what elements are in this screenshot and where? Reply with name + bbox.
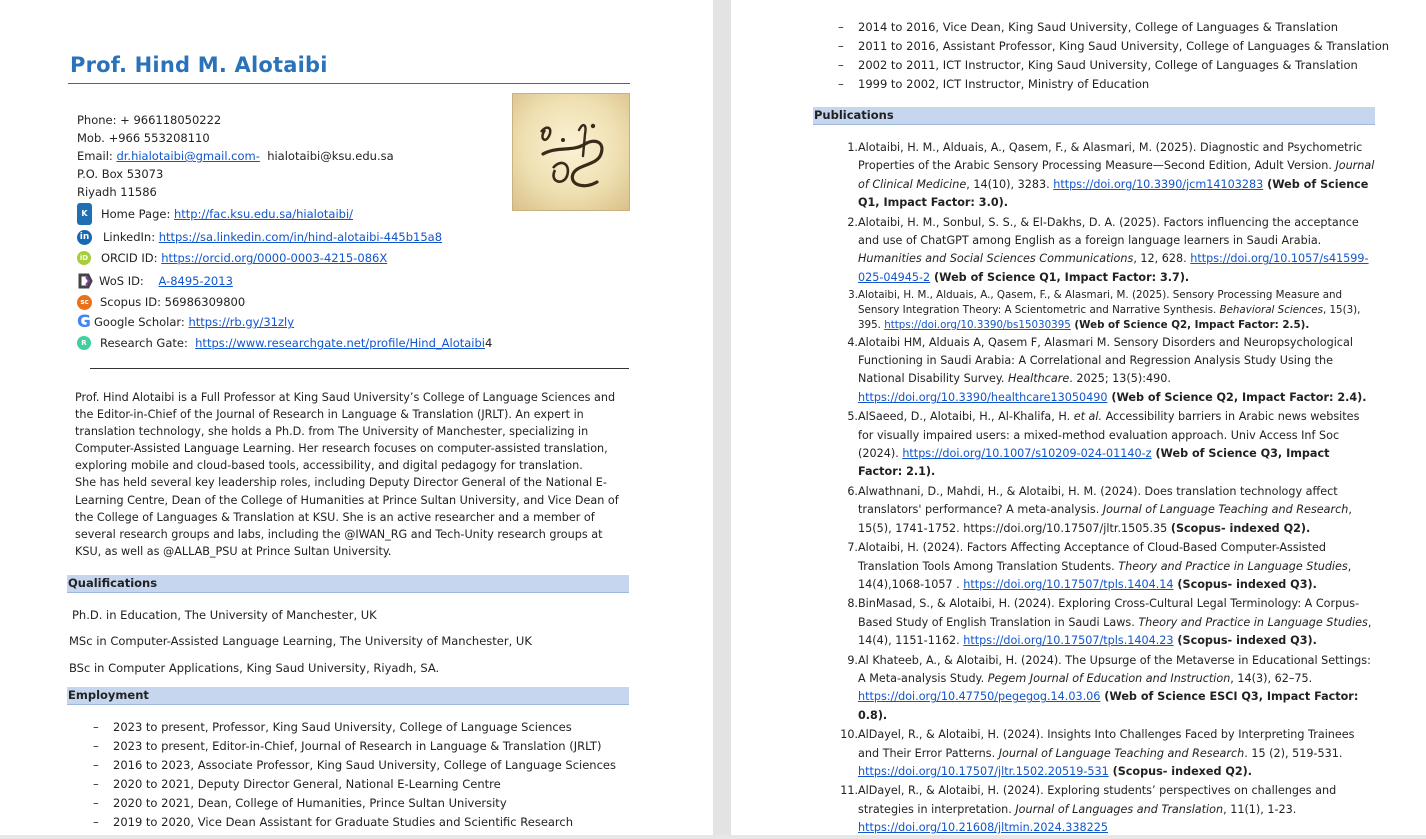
publication-authors-title: Alotaibi, H. M., Alduais, A., Qasem, F., & Alasmari, M. (2025). Diagnostic and Psychometric Properties of the Arabic Sensory Processing Measure—Second Edition, Adult Version. <box>858 141 1363 173</box>
publication-number: 10. <box>840 728 858 742</box>
publication-journal: Humanities and Social Sciences Communications <box>858 252 1134 266</box>
profile-linkedin <box>77 228 442 246</box>
scopus-icon: sc <box>77 295 92 310</box>
email-line <box>77 147 394 165</box>
publication-details: , 15(3), 395. <box>858 304 1361 331</box>
publication-number: 4. <box>847 335 858 349</box>
publication-index: (Web of Science Q3, Impact Factor: 2.1). <box>858 447 1330 479</box>
publication-authors-title: AlDayel, R., & Alotaibi, H. (2024). Insights Into Challenges Faced by Interpreting Trainees and Their Error Patterns. <box>858 728 1355 760</box>
bio-paragraph-1: Prof. Hind Alotaibi is a Full Professor at King Saud University’s College of Language Sciences and the Editor-in-Chief of the Journal of Research in Language & Translation (JRLT). An expert in translation technology, she holds a Ph.D. from The University of Manchester, specializing in Computer-Assisted Language Learning. Her research focuses on computer-assisted translation, exploring mobile and cloud-based tools, accessibility, and digital pedagogy for translation. <box>75 391 616 473</box>
publication-authors-title: BinMasad, S., & Alotaibi, H. (2024). Exploring Cross-Cultural Legal Terminology: A Corpus-Based Study of English Translation in Saudi Laws. <box>858 597 1360 629</box>
profile-home-label: Home Page: <box>101 207 174 221</box>
publication-number: 1. <box>847 141 858 154</box>
publication-number: 7. <box>847 541 858 555</box>
publication-number: 2. <box>847 215 858 229</box>
pobox-text: P.O. Box 53073 <box>77 167 164 181</box>
publication-journal: Journal of Language Teaching and Research <box>1102 503 1349 517</box>
qualification-item: BSc in Computer Applications, King Saud University, Riyadh, SA. <box>69 661 440 675</box>
publication-index: (Web of Science Q1, Impact Factor: 3.0). <box>858 177 1369 210</box>
google-scholar-icon: G <box>77 312 91 332</box>
list-item: – 1999 to 2002, ICT Instructor, Ministry of Education <box>838 77 1150 91</box>
publication-doi-link[interactable]: https://doi.org/10.17507/jltr.1502.20519-531 <box>858 764 1109 778</box>
ksu-logo-icon: K <box>77 203 92 225</box>
profile-orcid-label: ORCID ID: <box>101 251 162 265</box>
publication-item <box>836 726 1376 781</box>
publication-authors-title: Alotaibi, H. M., Sonbul, S. S., & El-Dakhs, D. A. (2025). Factors influencing the acceptance and use of ChatGPT among English as a foreign language learners in Saudi Arabia. <box>858 215 1359 248</box>
publication-journal: et al. <box>1073 410 1103 424</box>
publication-number: 9. <box>847 653 858 667</box>
scholar-link[interactable]: https://rb.gy/31zly <box>188 315 295 329</box>
publication-item <box>836 539 1376 594</box>
divider <box>90 368 629 369</box>
publications-header: Publications <box>813 107 1375 125</box>
page-gutter <box>713 0 731 835</box>
signature-calligraphy-icon <box>513 94 629 210</box>
list-item: – 2020 to 2021, Deputy Director General, National E-Learning Centre <box>93 777 501 791</box>
publication-doi-link[interactable]: https://doi.org/10.47750/pegegog.14.03.06 <box>858 690 1101 704</box>
list-item: – 2011 to 2016, Assistant Professor, King Saud University, College of Languages & Translation <box>838 39 1390 53</box>
publication-item <box>836 782 1376 837</box>
publication-authors-title: AlDayel, R., & Alotaibi, H. (2024). Exploring students’ perspectives on challenges and strategies in interpretation. <box>858 784 1337 816</box>
list-item: – 2002 to 2011, ICT Instructor, King Saud University, College of Languages & Translation <box>838 58 1358 72</box>
publication-item <box>836 595 1376 650</box>
qualifications-header: Qualifications <box>67 575 629 593</box>
publication-doi-link[interactable]: https://doi.org/10.3390/bs15030395 <box>884 318 1071 331</box>
city-text: Riyadh 11586 <box>77 185 157 199</box>
wos-icon <box>77 273 93 289</box>
profile-scholar-label: Google Scholar: <box>94 315 189 329</box>
orcid-link[interactable]: https://orcid.org/0000-0003-4215-086X <box>161 251 388 265</box>
linkedin-icon: in <box>77 230 92 245</box>
publication-doi-link[interactable]: https://doi.org/10.17507/tpls.1404.23 <box>963 634 1174 648</box>
profile-scopus-label: Scopus ID: 56986309800 <box>100 295 246 309</box>
orcid-icon: iD <box>77 251 91 265</box>
email-alt: hialotaibi@ksu.edu.sa <box>259 149 394 163</box>
publication-journal: Journal of Languages and Translation <box>1015 802 1224 816</box>
publication-details: . 15 (2), 519-531. <box>1244 746 1343 760</box>
publication-index: (Web of Science Q2, Impact Factor: 2.5). <box>1070 318 1310 331</box>
page-left <box>0 0 713 835</box>
bio <box>75 389 631 560</box>
publication-number: 8. <box>847 597 858 611</box>
publication-number: 5. <box>847 410 858 424</box>
profile-orcid <box>77 249 387 267</box>
publication-item <box>836 214 1376 288</box>
publication-index: (Web of Science Q2, Impact Factor: 2.4). <box>1107 390 1367 404</box>
publication-item <box>836 288 1376 332</box>
employment-header: Employment <box>67 687 629 705</box>
publication-item <box>836 408 1376 482</box>
list-item: – 2019 to 2020, Vice Dean Assistant for Graduate Studies and Scientific Research <box>93 815 574 829</box>
publication-authors-title: Al Khateeb, A., & Alotaibi, H. (2024). The Upsurge of the Metaverse in Educational Settings: A Meta-analysis Study. <box>858 653 1371 685</box>
profile-scopus <box>77 293 245 311</box>
publication-details: , 14(4), 1151-1162. <box>858 615 1372 648</box>
publication-doi-link[interactable]: https://doi.org/10.17507/tpls.1404.14 <box>963 577 1174 591</box>
publication-authors-title: Alwathnani, D., Mahdi, H., & Alotaibi, H. M. (2024). Does translation technology affect translators' performance? A meta-analysis. <box>858 484 1338 517</box>
page-title: Prof. Hind M. Alotaibi <box>70 53 328 77</box>
mobile-text: Mob. +966 553208110 <box>77 131 210 145</box>
publication-journal: Pegem Journal of Education and Instruction <box>987 671 1231 685</box>
publication-details: , 11(1), 1-23. <box>1223 802 1297 816</box>
profile-wos-label: WoS ID: <box>99 274 159 288</box>
email-link[interactable]: dr.hialotaibi@gmail.com- <box>116 149 260 163</box>
linkedin-link[interactable]: https://sa.linkedin.com/in/hind-alotaibi-445b15a8 <box>158 230 443 244</box>
publication-doi-link[interactable]: https://doi.org/10.1057/s41599-025-04945-2 <box>858 252 1369 284</box>
publication-details: , 15(5), 1741-1752. https://doi.org/10.17507/jltr.1505.35 <box>858 503 1352 535</box>
publication-details: , 14(3), 62–75. <box>1230 671 1313 685</box>
publication-index: (Scopus- indexed Q2). <box>1170 521 1311 535</box>
publication-item <box>836 334 1376 408</box>
bio-paragraph-2: She has held several key leadership roles, including Deputy Director General of the National E-Learning Centre, Dean of the College of Humanities at Prince Sultan University, and Vice Dean of the College of Languages & Translation at KSU. She is an active researcher and a member of several research groups and labs, including the @IWAN_RG and Tech-Unity research groups at KSU, as well as @ALLAB_PSU at Prince Sultan University. <box>75 476 619 558</box>
employment-list-right <box>838 18 1389 94</box>
publication-index: (Scopus- indexed Q2). <box>1108 764 1253 778</box>
publication-details: , 14(4),1068-1057 . <box>858 559 1352 591</box>
profile-scholar <box>77 313 294 331</box>
qualification-item: MSc in Computer-Assisted Language Learning, The University of Manchester, UK <box>69 634 532 648</box>
email-label: Email: <box>77 149 117 163</box>
list-item: – 2014 to 2016, Vice Dean, King Saud University, College of Languages & Translation <box>838 20 1339 34</box>
phone-text: Phone: + 966118050222 <box>77 113 222 127</box>
profile-home <box>77 203 353 225</box>
publication-doi-link[interactable]: https://doi.org/10.1007/s10209-024-01140-z <box>902 447 1152 461</box>
profile-wos <box>77 272 233 290</box>
publication-authors-title: Alotaibi HM, Alduais A, Qasem F, Alasmari M. Sensory Disorders and Neuropsychological Functioning in Saudi Arabia: A Correlational and Regression Analysis Study Using the National Disability Survey. <box>858 335 1353 386</box>
publication-details: . 2025; 13(5):490. <box>1069 372 1171 386</box>
researchgate-suffix: 4 <box>485 336 493 350</box>
publication-index: (Scopus- indexed Q3). <box>1173 577 1317 591</box>
profile-researchgate <box>77 334 492 352</box>
publication-doi-link[interactable]: https://doi.org/10.3390/healthcare13050490 <box>858 390 1108 404</box>
publication-details: , 14(10), 3283. <box>966 177 1054 191</box>
publication-number: 11. <box>840 784 858 798</box>
publications-list <box>836 139 1376 839</box>
publication-authors-title: Alotaibi, H. M., Alduais, A., Qasem, F., & Alasmari, M. (2025). Sensory Processing Measure and Sensory Integration Theory: A Scientometric and Narrative Synthesis. <box>858 289 1343 317</box>
researchgate-link[interactable]: https://www.researchgate.net/profile/Hind_Alotaibi <box>195 336 485 350</box>
publication-journal: Theory and Practice in Language Studies <box>1118 559 1348 573</box>
qualification-item: Ph.D. in Education, The University of Manchester, UK <box>72 608 377 622</box>
profile-linkedin-label: LinkedIn: <box>103 230 159 244</box>
publication-number: 3. <box>848 289 858 302</box>
publication-journal: Journal of Language Teaching and Research <box>998 746 1245 760</box>
publication-index: (Web of Science ESCI Q3, Impact Factor: 0.8). <box>858 690 1359 722</box>
list-item: – 2020 to 2021, Dean, College of Humanities, Prince Sultan University <box>93 796 507 810</box>
publication-journal: Behavioral Sciences <box>1219 304 1323 317</box>
publication-doi-link[interactable]: https://doi.org/10.3390/jcm14103283 <box>1053 177 1264 191</box>
publication-item <box>836 139 1376 213</box>
publication-authors-title: Alotaibi, H. (2024). Factors Affecting Acceptance of Cloud-Based Computer-Assisted Translation Tools Among Translation Students. <box>858 541 1326 573</box>
list-item: – 2023 to present, Editor-in-Chief, Journal of Research in Language & Translation (JRLT) <box>93 739 602 753</box>
publication-item <box>836 483 1376 538</box>
publication-number: 6. <box>847 484 858 498</box>
publication-doi-link[interactable]: https://doi.org/10.21608/jltmin.2024.338225 <box>858 821 1108 835</box>
homepage-link[interactable]: http://fac.ksu.edu.sa/hialotaibi/ <box>174 207 354 221</box>
employment-list-left <box>93 718 616 832</box>
publication-index: (Web of Science Q1, Impact Factor: 3.7). <box>930 270 1190 284</box>
researchgate-icon: R <box>77 336 91 350</box>
list-item: – 2023 to present, Professor, King Saud University, College of Language Sciences <box>93 720 572 734</box>
publication-details: , 12, 628. <box>1133 252 1191 266</box>
publication-details: Accessibility barriers in Arabic news websites for visually impaired users: a mixed-method evaluation approach. Univ Access Inf Soc (2024). <box>858 410 1360 461</box>
title-underline <box>68 83 630 84</box>
publication-journal: Healthcare <box>1008 372 1070 386</box>
publication-journal: Theory and Practice in Language Studies <box>1138 615 1368 629</box>
publication-journal: Journal of Clinical Medicine <box>858 159 1375 191</box>
publication-item <box>836 652 1376 726</box>
signature-image <box>512 93 630 211</box>
profile-researchgate-label: Research Gate: <box>100 336 196 350</box>
publication-index: (Scopus- indexed Q3). <box>1173 634 1317 648</box>
list-item: – 2016 to 2023, Associate Professor, King Saud University, College of Language Sciences <box>93 758 616 772</box>
publication-authors-title: AlSaeed, D., Alotaibi, H., Al-Khalifa, H. <box>858 410 1074 424</box>
wos-link[interactable]: A-8495-2013 <box>158 274 233 288</box>
